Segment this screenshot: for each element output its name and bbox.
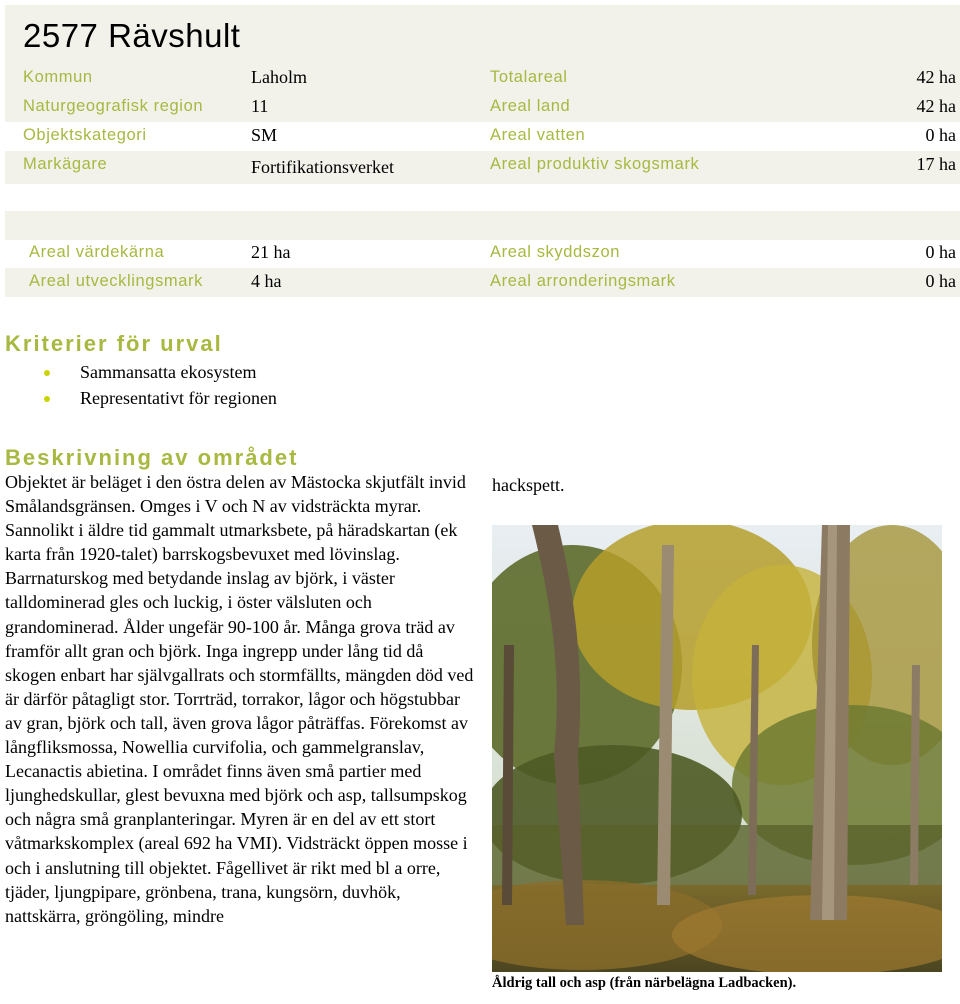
area-label: Areal utvecklingsmark — [29, 272, 203, 290]
fact-row-region — [5, 93, 960, 122]
fact-value: 0 ha — [925, 125, 956, 145]
fact-label: Kommun — [23, 68, 93, 86]
spacer-band — [5, 211, 960, 240]
criteria-item: Sammansatta ekosystem — [80, 362, 257, 382]
criteria-item: Representativt för regionen — [80, 388, 277, 408]
area-row-utvecklingsmark — [5, 268, 960, 297]
area-label: Areal värdekärna — [29, 243, 165, 261]
fact-label: Areal land — [490, 97, 571, 115]
fact-label: Totalareal — [490, 68, 568, 86]
fact-label: Markägare — [23, 155, 108, 173]
forest-photo — [492, 525, 942, 972]
bullet-icon — [44, 396, 50, 402]
fact-value: 42 ha — [916, 67, 956, 87]
description-text: Objektet är beläget i den östra delen av Mästocka skjutfält invid Smålandsgränsen. Omges i V och N av vidsträckta myrar. Sannolikt i äldre tid gammalt utmarksbete, på häradskartan (ek karta från 1920-talet) barrskogsbevuxet med lövinslag. Barrnaturskog med betydande inslag av björk, i väster talldominerad gles och luckig, i öster välsluten och grandominerad. Ålder ungefär 90-100 år. Många grova träd av framför allt gran och björk. Inga ingrepp under lång tid då skogen enbart har självgallrats och stormfällts, mängden död ved är därför påtagligt stor. Torrträd, torrakor, lågor och högstubbar av gran, björk och tall, även grova lågor påträffas. Förekomst av långfliksmossa, Nowellia curvifolia, och gammelgranslav, Lecanactis abietina. I området finns även små partier med ljunghedskullar, glest bevuxna med björk och asp, tallsumpskog och några små granplanteringar. Myren är en del av ett stort våtmarkskomplex (areal 692 ha VMI). Vidsträckt öppen mosse i och i anslutning till objektet. Fågellivet är rikt med bl a orre, tjäder, ljungpipare, grönbena, trana, kungsörn, duvhök, nattskärra, gröngöling, mindre — [5, 472, 474, 926]
fact-label: Naturgeografisk region — [23, 97, 204, 115]
forest-photo-illustration — [492, 525, 942, 972]
fact-value: 42 ha — [916, 96, 956, 116]
fact-value: SM — [251, 125, 278, 145]
area-value: 0 ha — [925, 242, 956, 262]
criteria-heading: Kriterier för urval — [5, 331, 223, 356]
photo-caption: Åldrig tall och asp (från närbelägna Ladbacken). — [492, 975, 797, 991]
area-value: 21 ha — [251, 242, 291, 262]
fact-value: 17 ha — [916, 154, 956, 174]
area-value: 4 ha — [251, 271, 282, 291]
fact-value: Laholm — [251, 67, 307, 87]
area-value: 0 ha — [925, 271, 956, 291]
area-row-vardekarna — [5, 239, 960, 268]
bullet-icon — [44, 370, 50, 376]
fact-row-kommun — [5, 64, 960, 93]
fact-label: Areal vatten — [490, 126, 586, 144]
page-title: 2577 Rävshult — [23, 17, 241, 54]
fact-label: Objektskategori — [23, 126, 147, 144]
area-label: Areal arronderingsmark — [490, 272, 676, 290]
description-continued: hackspett. — [492, 475, 565, 495]
fact-row-markagare — [5, 151, 960, 184]
description-heading: Beskrivning av området — [5, 445, 299, 470]
area-label: Areal skyddszon — [490, 243, 621, 261]
fact-value: Fortifikationsverket — [251, 157, 394, 177]
fact-label: Areal produktiv skogsmark — [490, 155, 700, 173]
fact-value: 11 — [251, 96, 269, 116]
fact-row-kategori — [5, 122, 960, 151]
